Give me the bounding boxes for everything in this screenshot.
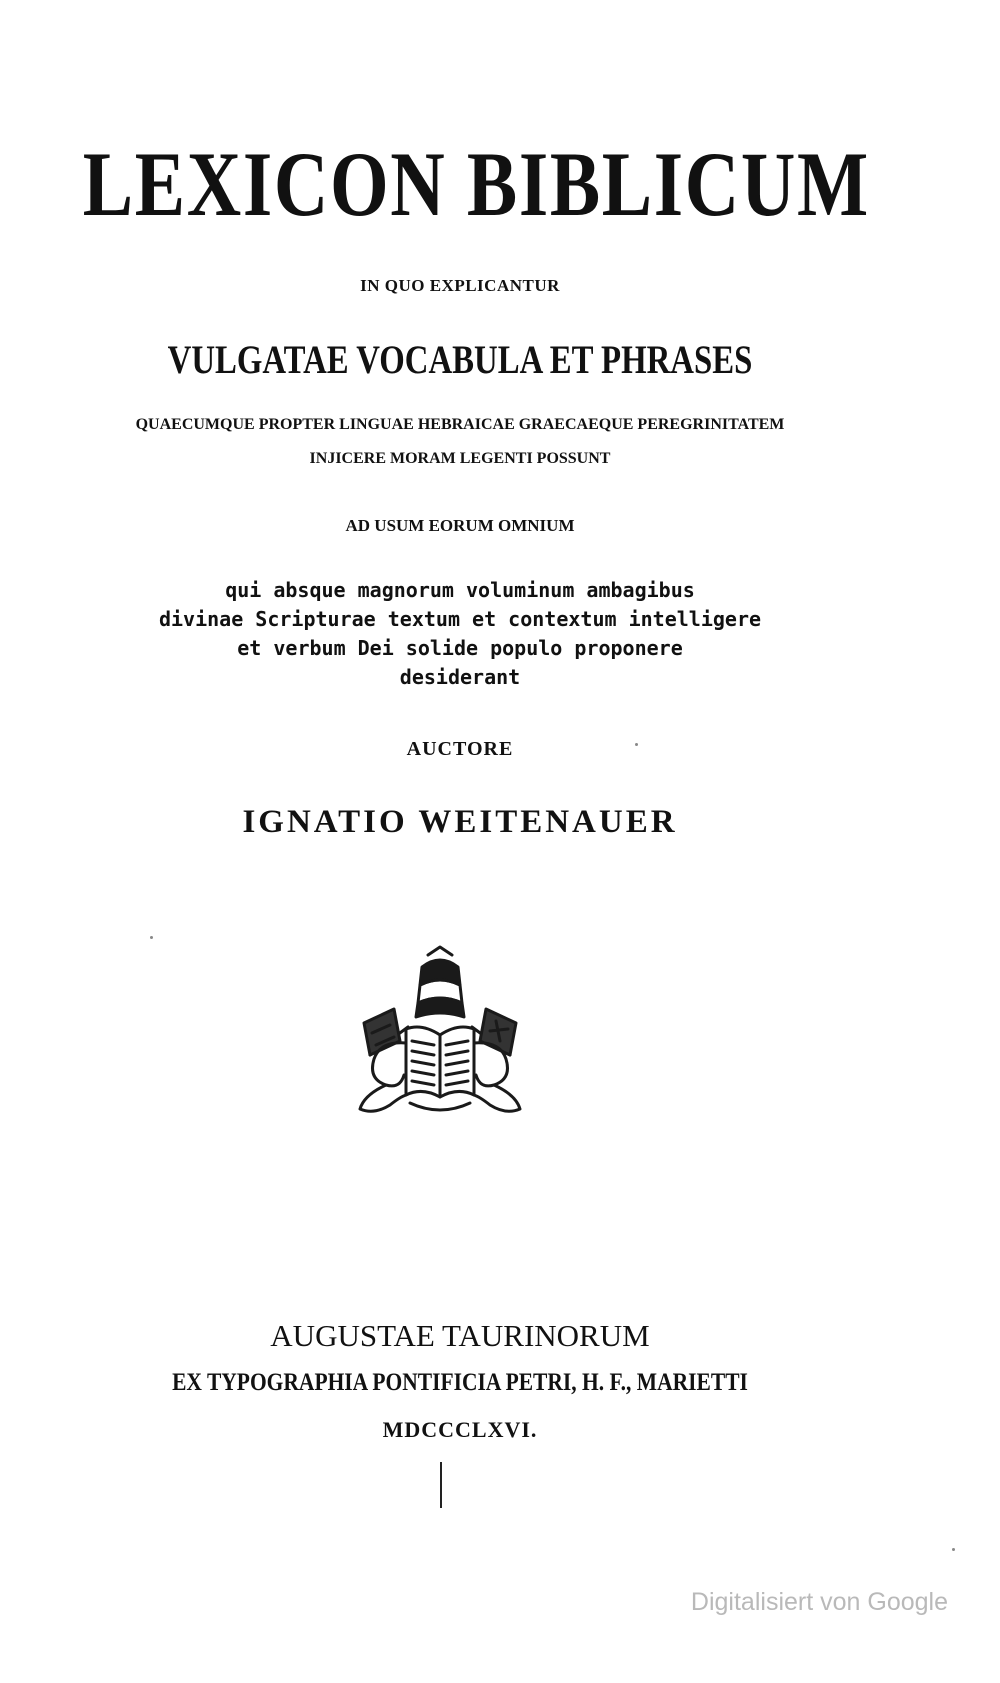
subtitle-line-2: INJICERE MORAM LEGENTI POSSUNT (309, 450, 611, 467)
usage-line: AD USUM EORUM OMNIUM (345, 516, 575, 535)
publication-place: AUGUSTAE TAURINORUM (270, 1318, 650, 1353)
author-name: IGNATIO WEITENAUER (242, 804, 678, 840)
author-label: AUCTORE (406, 738, 514, 760)
book-title: LEXICON BIBLICUM (82, 133, 870, 235)
printer-line: EX TYPOGRAPHIA PONTIFICIA PETRI, H. F., MARIETTI (172, 1369, 748, 1396)
subtitle-intro: IN QUO EXPLICANTUR (360, 276, 560, 295)
digitization-watermark: Digitalisiert von Google (690, 1588, 948, 1616)
papal-printer-emblem-icon (350, 945, 530, 1120)
description-line-3: et verbum Dei solide populo proponere (237, 636, 683, 660)
description-line-1: qui absque magnorum voluminum ambagibus (225, 578, 695, 602)
vertical-rule (440, 1462, 442, 1508)
description-line-4: desiderant (399, 665, 521, 689)
print-speck (952, 1548, 955, 1551)
subtitle-line-1: QUAECUMQUE PROPTER LINGUAE HEBRAICAE GRAECAEQUE PEREGRINITATEM (135, 416, 785, 433)
print-speck (150, 936, 153, 939)
description-line-2: divinae Scripturae textum et contextum intelligere (158, 607, 762, 631)
print-speck (635, 743, 638, 746)
subtitle-main: VULGATAE VOCABULA ET PHRASES (167, 337, 753, 382)
publication-year: MDCCCLXVI. (382, 1417, 538, 1442)
